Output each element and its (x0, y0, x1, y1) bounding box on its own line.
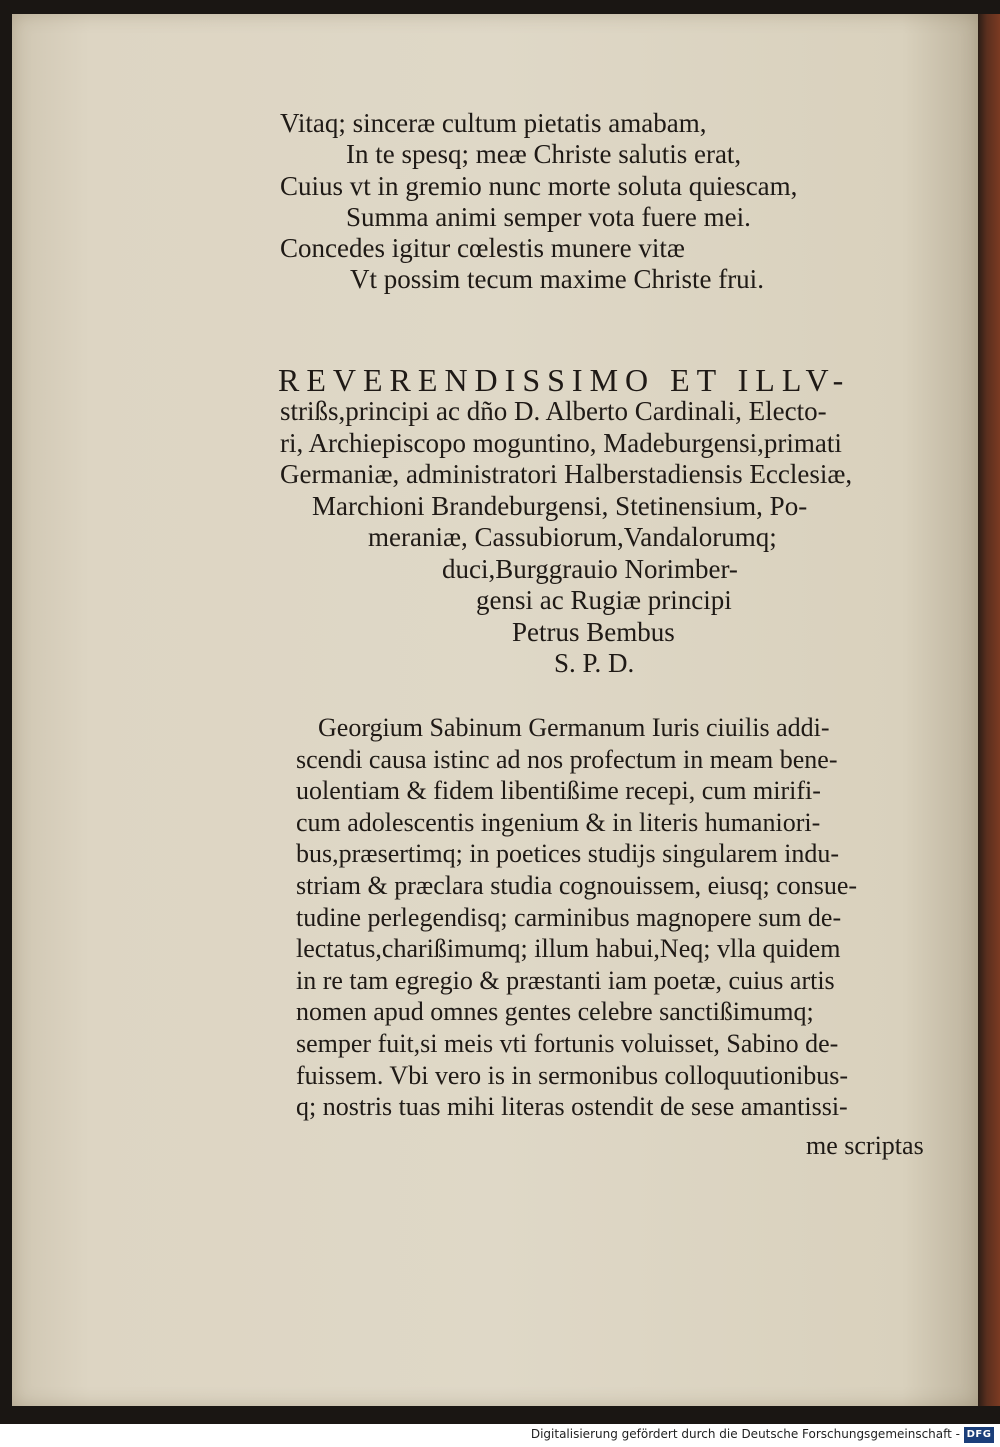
dedication-line: strißs,principi ac dño D. Alberto Cardinali, Electo- (280, 396, 827, 426)
letter-line: fuissem. Vbi vero is in sermonibus colloquutionibus- (296, 1060, 848, 1090)
letter-line: q; nostris tuas mihi literas ostendit de sese amantissi- (296, 1092, 848, 1122)
book-edge (978, 14, 1000, 1406)
letter-line: uolentiam & fidem libentißime recepi, cum mirifi- (296, 776, 821, 806)
poem-line: Cuius vt in gremio nunc morte soluta quiescam, (280, 170, 798, 201)
dedication-line: Germaniæ, administratori Halberstadiensis Ecclesiæ, (280, 459, 853, 489)
poem-block (280, 108, 797, 296)
digitization-footer (0, 1424, 1000, 1447)
letter-line: striam & præclara studia cognouissem, eiusq; consue- (296, 870, 858, 900)
funding-credit: Digitalisierung gefördert durch die Deutsche Forschungsgemeinschaft - (530, 1427, 960, 1441)
poem-line: Vitaq; sinceræ cultum pietatis amabam, (280, 108, 707, 138)
letter-line: Georgium Sabinum Germanum Iuris ciuilis addi- (318, 713, 830, 742)
letter-line: scendi causa istinc ad nos profectum in meam bene- (296, 744, 838, 774)
dedication-line: S. P. D. (554, 648, 635, 678)
poem-line: Summa animi semper vota fuere mei. (346, 201, 751, 232)
letter-line: in re tam egregio & præstanti iam poetæ, cuius artis (296, 965, 835, 995)
poem-line: Vt possim tecum maxime Christe frui. (350, 264, 764, 295)
letter-line: nomen apud omnes gentes celebre sanctißimumq; (296, 997, 814, 1027)
poem-line: In te spesq; meæ Christe salutis erat, (346, 139, 742, 170)
dedication-line: gensi ac Rugiæ principi (476, 585, 732, 615)
dedication-block (280, 396, 940, 680)
dedication-heading: REVERENDISSIMO ET ILLV- (278, 362, 851, 398)
dedication-line: Petrus Bembus (512, 616, 675, 647)
dfg-logo-icon: DFG (964, 1427, 994, 1443)
dedication-line: duci,Burggrauio Norimber- (442, 553, 738, 584)
dedication-line: ri, Archiepiscopo moguntino, Madeburgensi,primati (280, 427, 842, 458)
letter-line: bus,præsertimq; in poetices studijs singularem indu- (296, 839, 840, 869)
letter-line: tudine perlegendisq; carminibus magnopere sum de- (296, 902, 842, 932)
dedication-line: meraniæ, Cassubiorum,Vandalorumq; (368, 522, 777, 552)
catchword: me scriptas (806, 1131, 924, 1160)
letter-line: semper fuit,si meis vti fortunis voluisset, Sabino de- (296, 1028, 839, 1058)
letter-line: cum adolescentis ingenium & in literis humaniori- (296, 807, 821, 837)
poem-line: Concedes igitur cœlestis munere vitæ (280, 233, 685, 264)
dedication-line: Marchioni Brandeburgensi, Stetinensium, Po- (312, 490, 808, 521)
letter-body (296, 712, 946, 1123)
letter-line: lectatus,charißimumq; illum habui,Neq; vlla quidem (296, 934, 841, 964)
